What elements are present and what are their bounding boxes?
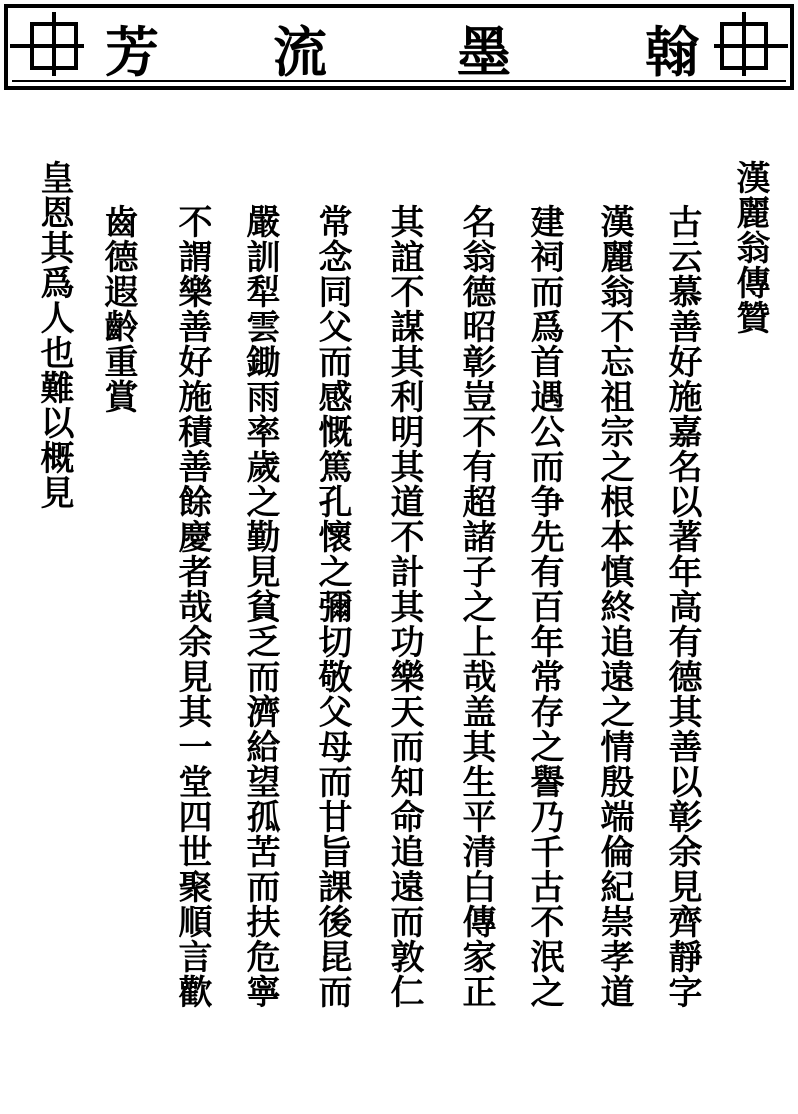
- title-char-4: 芳: [105, 20, 159, 84]
- text-column-7: 常念同父而感慨篤孔懷之彌切敬父母而甘旨課後昆而: [312, 204, 352, 1009]
- header-frame: [4, 4, 794, 90]
- text-column-1: 漢麗翁傳贊: [730, 160, 770, 335]
- title-char-2: 墨: [457, 20, 511, 84]
- title-char-3: 流: [273, 20, 327, 84]
- text-column-11: 皇恩其爲人也難以概見: [34, 160, 74, 510]
- text-column-6: 其誼不謀其利明其道不計其功樂天而知命追遠而敦仁: [384, 204, 424, 1009]
- fret-ornament-left-icon: [10, 12, 84, 76]
- text-column-8: 嚴訓犁雲鋤雨率歲之勤見貧乏而濟給望孤苦而扶危寧: [240, 204, 280, 1009]
- text-column-4: 建祠而爲首遇公而争先有百年常存之譽乃千古不泯之: [524, 204, 564, 1009]
- text-column-9: 不謂樂善好施積善餘慶者哉余見其一堂四世聚順言歡: [172, 204, 212, 1009]
- text-column-5: 名翁德昭彰豈不有超諸子之上哉盖其生平清白傳家正: [456, 204, 496, 1009]
- text-column-10: 齒德遐齡重賞: [98, 204, 138, 414]
- text-column-3: 漢麗翁不忘祖宗之根本慎終追遠之情殷端倫紀崇孝道: [594, 204, 634, 1009]
- text-column-2: 古云慕善好施嘉名以著年高有德其善以彰余見齊靜字: [662, 204, 702, 1009]
- title-char-1: 翰: [645, 20, 699, 84]
- fret-ornament-right-icon: [714, 12, 788, 76]
